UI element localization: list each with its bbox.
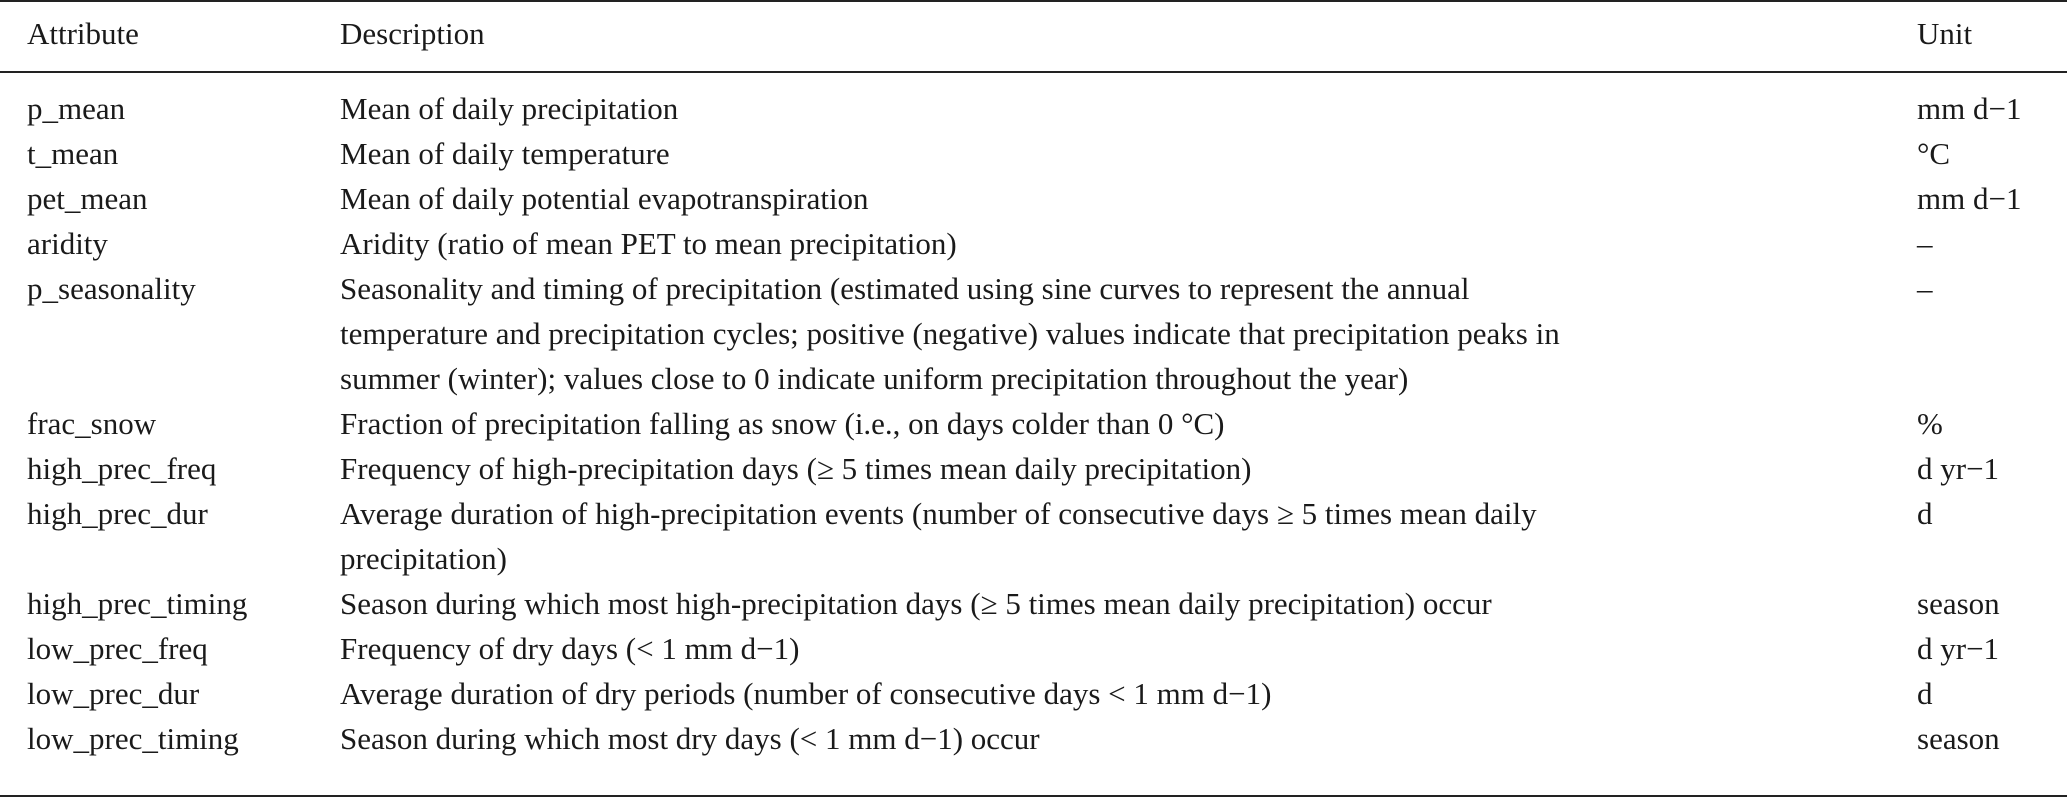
attribute-cell: low_prec_timing: [27, 721, 239, 756]
description-line: Aridity (ratio of mean PET to mean precipitation): [340, 226, 957, 261]
description-line: temperature and precipitation cycles; positive (negative) values indicate that precipitation peaks in: [340, 316, 1560, 351]
attribute-cell: p_mean: [27, 91, 126, 126]
unit-cell: d: [1917, 676, 1933, 711]
table-row: [0, 716, 2067, 761]
unit-cell: –: [1917, 271, 1933, 306]
table-row: [0, 131, 2067, 176]
unit-cell: season: [1917, 721, 2000, 756]
unit-cell: mm d−1: [1917, 91, 2022, 126]
table-body: [0, 86, 2067, 761]
description-line: Season during which most dry days (< 1 mm d−1) occur: [340, 721, 1040, 756]
bottom-rule: [0, 795, 2067, 797]
attribute-cell: pet_mean: [27, 181, 148, 216]
attribute-cell: p_seasonality: [27, 271, 196, 306]
unit-cell: season: [1917, 586, 2000, 621]
description-cell: [340, 446, 1251, 491]
table-header: [0, 12, 2067, 56]
description-cell: [340, 266, 1560, 401]
table-row: [0, 446, 2067, 491]
description-line: Frequency of dry days (< 1 mm d−1): [340, 631, 800, 666]
attribute-cell: low_prec_dur: [27, 676, 200, 711]
description-cell: [340, 131, 670, 176]
header-attribute: Attribute: [27, 16, 139, 51]
table-row: [0, 86, 2067, 131]
description-line: summer (winter); values close to 0 indicate uniform precipitation throughout the year): [340, 361, 1409, 396]
description-cell: [340, 491, 1537, 581]
top-rule: [0, 0, 2067, 2]
unit-cell: d yr−1: [1917, 631, 2000, 666]
attribute-cell: high_prec_dur: [27, 496, 208, 531]
description-cell: [340, 86, 678, 131]
description-line: Seasonality and timing of precipitation (estimated using sine curves to represent the annual: [340, 271, 1470, 306]
table-row: [0, 266, 2067, 401]
table-row: [0, 491, 2067, 581]
description-cell: [340, 401, 1224, 446]
header-rule: [0, 71, 2067, 73]
description-line: Season during which most high-precipitation days (≥ 5 times mean daily precipitation) occur: [340, 586, 1492, 621]
table-row: [0, 221, 2067, 266]
unit-cell: %: [1917, 406, 1943, 441]
table-row: [0, 176, 2067, 221]
description-cell: [340, 221, 957, 266]
table-row: [0, 671, 2067, 716]
description-cell: [340, 716, 1040, 761]
table-row: [0, 581, 2067, 626]
attribute-cell: aridity: [27, 226, 108, 261]
unit-cell: d: [1917, 496, 1933, 531]
description-line: Frequency of high-precipitation days (≥ 5 times mean daily precipitation): [340, 451, 1252, 486]
description-line: Mean of daily temperature: [340, 136, 670, 171]
description-line: Mean of daily precipitation: [340, 91, 679, 126]
table-row: [0, 401, 2067, 446]
description-line: Average duration of dry periods (number of consecutive days < 1 mm d−1): [340, 676, 1272, 711]
description-cell: [340, 626, 799, 671]
unit-cell: –: [1917, 226, 1933, 261]
attribute-cell: high_prec_timing: [27, 586, 248, 621]
description-line: Fraction of precipitation falling as snow (i.e., on days colder than 0 °C): [340, 406, 1225, 441]
attribute-cell: t_mean: [27, 136, 119, 171]
attribute-cell: high_prec_freq: [27, 451, 217, 486]
description-cell: [340, 671, 1271, 716]
unit-cell: d yr−1: [1917, 451, 2000, 486]
unit-cell: °C: [1917, 136, 1951, 171]
description-cell: [340, 176, 869, 221]
description-cell: [340, 581, 1492, 626]
attribute-cell: frac_snow: [27, 406, 157, 441]
unit-cell: mm d−1: [1917, 181, 2022, 216]
table-row: [0, 626, 2067, 671]
description-line: precipitation): [340, 541, 507, 576]
description-line: Average duration of high-precipitation events (number of consecutive days ≥ 5 times mean daily: [340, 496, 1537, 531]
header-description: Description: [340, 16, 485, 51]
header-unit: Unit: [1917, 16, 1973, 51]
attribute-cell: low_prec_freq: [27, 631, 208, 666]
description-line: Mean of daily potential evapotranspiration: [340, 181, 869, 216]
